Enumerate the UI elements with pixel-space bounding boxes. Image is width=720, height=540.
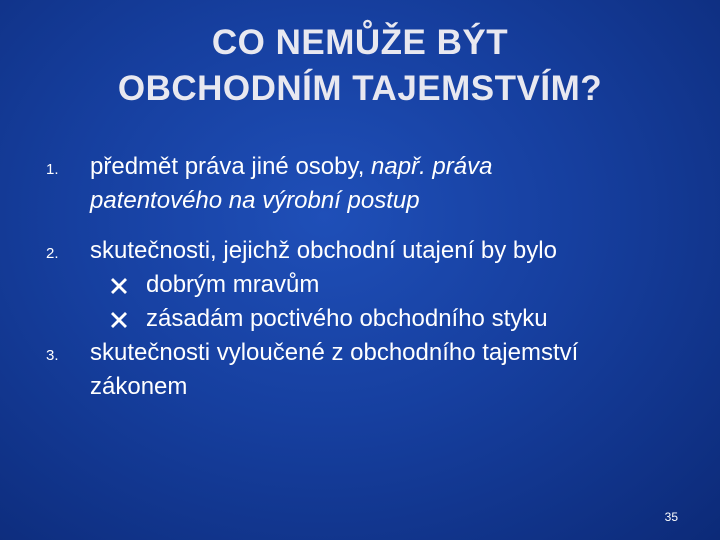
sub-item-text: zásadám poctivého obchodního styku — [146, 305, 548, 332]
sub-item-text: dobrým mravům — [146, 271, 320, 298]
list-number: 1. — [46, 161, 59, 178]
list-item-3 — [46, 336, 686, 404]
sub-item — [90, 302, 686, 336]
list-item-2 — [46, 234, 686, 336]
page-number: 35 — [664, 510, 678, 524]
item-text: skutečnosti vyloučené z obchodního tajemství — [90, 339, 579, 366]
title-line-1: CO NEMŮŽE BÝT — [211, 23, 509, 62]
list-number: 2. — [46, 245, 59, 262]
list-item-1 — [46, 150, 686, 218]
slide-title — [60, 20, 660, 112]
item-text: předmět práva jiné osoby, — [90, 153, 372, 180]
title-line-2: OBCHODNÍM TAJEMSTVÍM? — [117, 69, 603, 108]
item-text-italic: patentového na výrobní postup — [90, 187, 420, 214]
item-text-italic: např. práva — [371, 153, 493, 180]
x-mark-icon — [108, 308, 130, 330]
item-text: skutečnosti, jejichž obchodní utajení by bylo — [90, 237, 557, 264]
x-mark-icon — [108, 274, 130, 296]
item-text: zákonem — [90, 373, 188, 400]
numbered-list — [46, 150, 686, 404]
list-number: 3. — [46, 347, 59, 364]
sub-item — [90, 268, 686, 302]
